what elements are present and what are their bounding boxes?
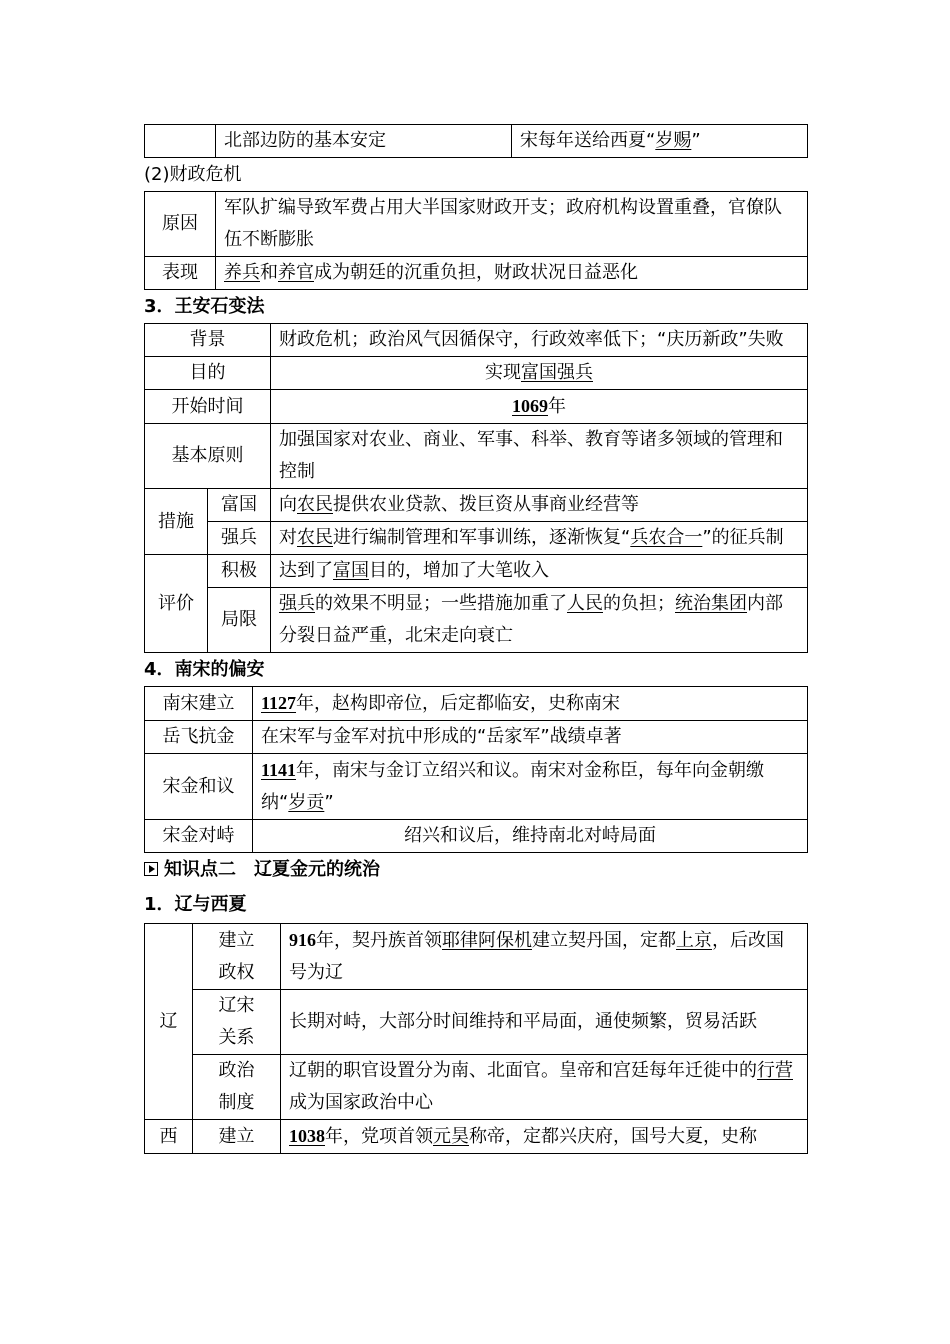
table-cell: 1127年，赵构即帝位，后定都临安，史称南宋 xyxy=(253,687,808,721)
table-cell: 实现富国强兵 xyxy=(271,357,808,390)
section-heading-southern: 4．南宋的偏安 xyxy=(144,659,265,680)
table-cell: 强兵的效果不明显；一些措施加重了人民的负担；统治集团内部分裂日益严重，北宋走向衰亡 xyxy=(271,588,808,653)
table-cell: 1038年，党项首领元昊称帝，定都兴庆府，国号大夏，史称 xyxy=(281,1120,808,1154)
table-row xyxy=(145,324,808,357)
table-row xyxy=(145,687,808,721)
row-label: 政治制度 xyxy=(193,1055,281,1120)
table-cell: 对农民进行编制管理和军事训练，逐渐恢复“兵农合一”的征兵制 xyxy=(271,522,808,555)
table-row xyxy=(145,125,808,158)
table-row xyxy=(145,1120,808,1154)
row-label: 局限 xyxy=(208,588,271,653)
row-label: 表现 xyxy=(145,257,216,290)
table-cell: 1069年 xyxy=(271,390,808,424)
row-label: 建立 xyxy=(193,1120,281,1154)
reform-table xyxy=(144,323,808,653)
knowledge-point-heading: 知识点二 辽夏金元的统治 xyxy=(144,853,807,886)
row-label: 积极 xyxy=(208,555,271,588)
section-heading-fiscal: (2)财政危机 xyxy=(144,164,242,185)
row-label: 建立政权 xyxy=(193,924,281,990)
fiscal-table xyxy=(144,191,808,290)
row-label: 目的 xyxy=(145,357,271,390)
table-row xyxy=(145,721,808,754)
table-cell: 长期对峙，大部分时间维持和平局面，通使频繁，贸易活跃 xyxy=(281,990,808,1055)
row-group-label: 措施 xyxy=(145,489,208,555)
table-cell: 916年，契丹族首领耶律阿保机建立契丹国，定都上京，后改国号为辽 xyxy=(281,924,808,990)
row-label: 岳飞抗金 xyxy=(145,721,253,754)
row-label: 基本原则 xyxy=(145,424,271,489)
table-cell: 宋每年送给西夏“岁赐” xyxy=(512,125,808,158)
row-label: 富国 xyxy=(208,489,271,522)
row-label: 开始时间 xyxy=(145,390,271,424)
table-row xyxy=(145,390,808,424)
table-cell: 辽朝的职官设置分为南、北面官。皇帝和宫廷每年迁徙中的行营成为国家政治中心 xyxy=(281,1055,808,1120)
table-row xyxy=(145,754,808,820)
section-heading-liao: 1．辽与西夏 xyxy=(144,894,247,915)
row-label: 宋金和议 xyxy=(145,754,253,820)
table-row xyxy=(145,424,808,489)
table-cell: 1141年，南宋与金订立绍兴和议。南宋对金称臣，每年向金朝缴纳“岁贡” xyxy=(253,754,808,820)
table-cell: 财政危机；政治风气因循保守，行政效率低下；“庆历新政”失败 xyxy=(271,324,808,357)
row-group-label: 评价 xyxy=(145,555,208,653)
table-cell: 达到了富国目的，增加了大笔收入 xyxy=(271,555,808,588)
table-continuation xyxy=(144,124,808,158)
row-label: 原因 xyxy=(145,192,216,257)
table-cell: 养兵和养官成为朝廷的沉重负担，财政状况日益恶化 xyxy=(216,257,808,290)
table-row xyxy=(145,357,808,390)
document-page xyxy=(144,124,807,1154)
table-cell: 北部边防的基本安定 xyxy=(216,125,512,158)
table-row xyxy=(145,257,808,290)
section-heading-reform: 3．王安石变法 xyxy=(144,296,265,317)
row-label: 宋金对峙 xyxy=(145,820,253,853)
table-row xyxy=(145,820,808,853)
table-row xyxy=(145,489,808,522)
southern-table xyxy=(144,686,808,853)
table-row xyxy=(145,522,808,555)
table-cell: 加强国家对农业、商业、军事、科举、教育等诸多领域的管理和控制 xyxy=(271,424,808,489)
table-row xyxy=(145,1055,808,1120)
table-cell: 军队扩编导致军费占用大半国家财政开支；政府机构设置重叠，官僚队伍不断膨胀 xyxy=(216,192,808,257)
table-row xyxy=(145,555,808,588)
row-group-label: 西 xyxy=(145,1120,193,1154)
row-label: 背景 xyxy=(145,324,271,357)
table-cell: 在宋军与金军对抗中形成的“岳家军”战绩卓著 xyxy=(253,721,808,754)
table-row xyxy=(145,924,808,990)
table-cell: 向农民提供农业贷款、拨巨资从事商业经营等 xyxy=(271,489,808,522)
row-label: 南宋建立 xyxy=(145,687,253,721)
table-row xyxy=(145,588,808,653)
row-label: 强兵 xyxy=(208,522,271,555)
row-group-label: 辽 xyxy=(145,924,193,1120)
liao-table xyxy=(144,923,808,1154)
play-triangle-icon xyxy=(144,862,158,876)
table-row xyxy=(145,192,808,257)
table-cell: 绍兴和议后，维持南北对峙局面 xyxy=(253,820,808,853)
row-label: 辽宋关系 xyxy=(193,990,281,1055)
empty-cell xyxy=(145,125,216,158)
table-row xyxy=(145,990,808,1055)
